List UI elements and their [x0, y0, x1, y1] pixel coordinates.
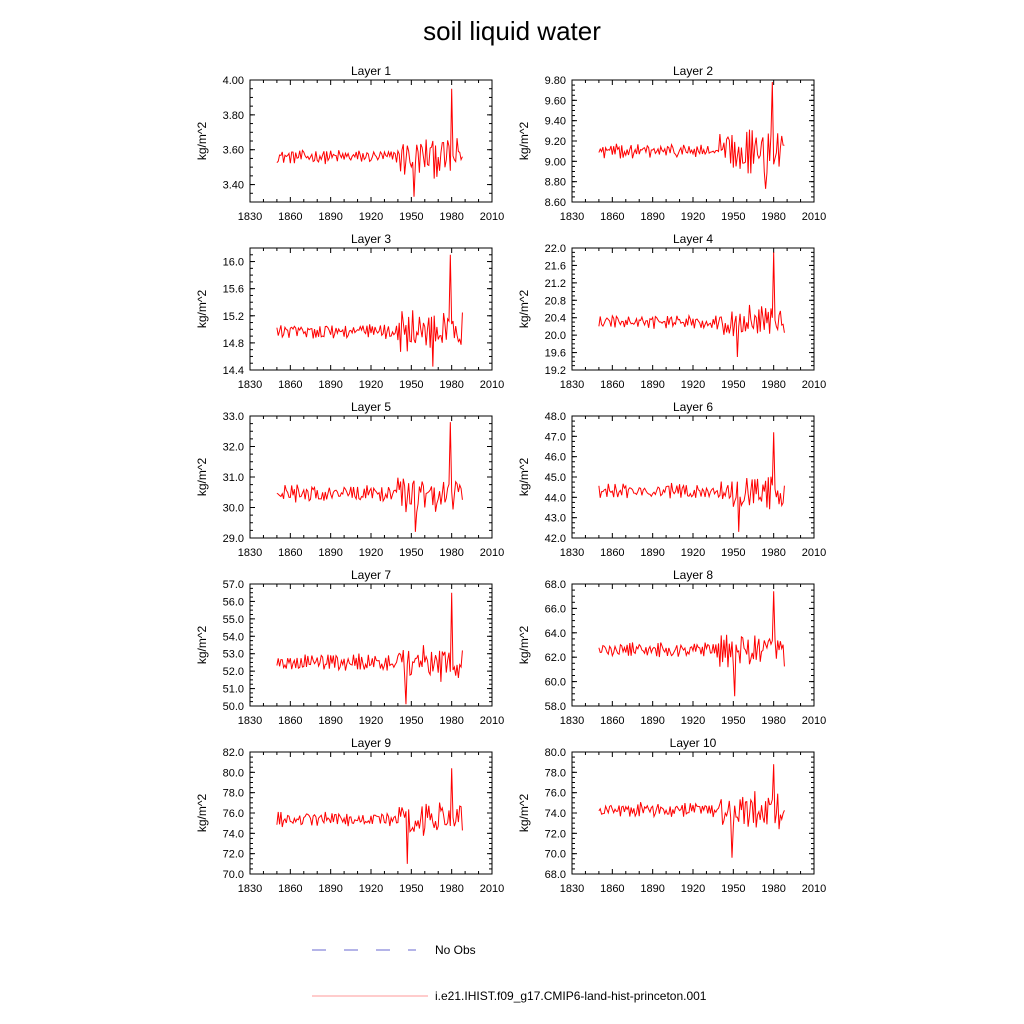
y-tick-label: 30.0	[222, 502, 244, 515]
y-tick-label: 47.0	[544, 431, 566, 444]
y-tick-label: 76.0	[222, 808, 244, 820]
y-tick-label: 19.6	[544, 347, 566, 360]
y-tick-label: 44.0	[544, 492, 566, 505]
main-title: soil liquid water	[423, 16, 601, 46]
x-tick-label: 1950	[399, 211, 424, 223]
panel-title: Layer 7	[350, 568, 392, 582]
y-tick-label: 9.80	[544, 75, 566, 87]
y-tick-label: 9.00	[544, 156, 566, 169]
y-tick-label: 66.0	[544, 603, 566, 616]
x-tick-label: 1950	[399, 883, 424, 895]
y-axis-title: kg/m^2	[195, 289, 209, 329]
x-tick-label: 2010	[801, 211, 827, 223]
x-tick-label: 1980	[439, 547, 464, 559]
y-tick-label: 20.4	[544, 312, 566, 325]
y-axis-title: kg/m^2	[517, 457, 531, 497]
y-axis-title: kg/m^2	[517, 289, 531, 329]
y-tick-label: 48.0	[544, 411, 566, 423]
x-tick-label: 1860	[278, 715, 303, 727]
x-tick-label: 1890	[318, 883, 343, 895]
x-tick-label: 2010	[801, 883, 827, 895]
x-tick-label: 1860	[600, 211, 625, 223]
y-tick-label: 78.0	[222, 787, 244, 800]
x-tick-label: 1920	[358, 715, 384, 727]
x-tick-label: 1830	[559, 211, 585, 223]
y-tick-label: 78.0	[544, 767, 566, 780]
y-tick-label: 80.0	[544, 747, 566, 759]
panel-title: Layer 5	[350, 400, 392, 414]
x-tick-label: 1950	[721, 883, 746, 895]
x-tick-label: 1920	[358, 883, 384, 895]
x-tick-label: 1830	[559, 715, 585, 727]
y-axis-title: kg/m^2	[195, 793, 209, 833]
y-tick-label: 54.0	[222, 631, 244, 644]
x-tick-label: 2010	[479, 547, 505, 559]
y-axis-title: kg/m^2	[517, 793, 531, 833]
y-tick-label: 62.0	[544, 652, 566, 665]
x-tick-label: 1890	[640, 883, 665, 895]
x-tick-label: 1860	[278, 379, 303, 391]
x-tick-label: 1890	[318, 715, 343, 727]
y-tick-label: 32.0	[222, 441, 244, 454]
y-tick-label: 43.0	[544, 512, 566, 525]
x-tick-label: 1830	[237, 715, 263, 727]
y-tick-label: 14.8	[222, 337, 244, 350]
x-tick-label: 2010	[479, 883, 505, 895]
x-tick-label: 1860	[600, 883, 625, 895]
x-tick-label: 1890	[640, 211, 665, 223]
y-tick-label: 45.0	[544, 472, 566, 484]
y-tick-label: 42.0	[544, 533, 566, 545]
y-tick-label: 50.0	[222, 701, 244, 713]
x-tick-label: 1920	[680, 379, 706, 391]
y-tick-label: 4.00	[222, 75, 244, 87]
y-axis-title: kg/m^2	[195, 625, 209, 665]
panel-title: Layer 4	[672, 232, 714, 246]
y-tick-label: 80.0	[222, 767, 244, 780]
y-tick-label: 74.0	[544, 808, 566, 820]
x-tick-label: 1830	[237, 547, 263, 559]
y-tick-label: 70.0	[222, 869, 244, 881]
x-tick-label: 1980	[439, 379, 464, 391]
x-tick-label: 2010	[479, 715, 505, 727]
x-tick-label: 1830	[559, 379, 585, 391]
y-tick-label: 82.0	[222, 747, 244, 759]
y-tick-label: 3.40	[222, 179, 244, 192]
x-tick-label: 1890	[640, 547, 665, 559]
legend-model-label: i.e21.IHIST.f09_g17.CMIP6-land-hist-princeton.001	[435, 989, 707, 1003]
y-tick-label: 14.4	[222, 365, 244, 377]
y-tick-label: 9.60	[544, 95, 566, 108]
x-tick-label: 1980	[761, 547, 786, 559]
x-tick-label: 1830	[559, 883, 585, 895]
panel-title: Layer 6	[672, 400, 714, 414]
y-tick-label: 60.0	[544, 676, 566, 689]
y-axis-title: kg/m^2	[517, 625, 531, 665]
y-tick-label: 51.0	[222, 683, 244, 696]
y-tick-label: 3.60	[222, 144, 244, 157]
x-tick-label: 1860	[278, 883, 303, 895]
x-tick-label: 1980	[761, 883, 786, 895]
y-tick-label: 76.0	[544, 787, 566, 800]
x-tick-label: 1920	[680, 883, 706, 895]
y-tick-label: 74.0	[222, 828, 244, 841]
y-tick-label: 20.8	[544, 295, 566, 308]
y-tick-label: 58.0	[544, 701, 566, 713]
x-tick-label: 2010	[801, 547, 827, 559]
panel-title: Layer 1	[350, 64, 392, 78]
y-tick-label: 15.2	[222, 310, 244, 323]
y-tick-label: 64.0	[544, 627, 566, 640]
y-tick-label: 52.0	[222, 666, 244, 679]
y-tick-label: 8.60	[544, 197, 566, 209]
y-axis-title: kg/m^2	[195, 457, 209, 497]
y-tick-label: 9.20	[544, 136, 566, 148]
x-tick-label: 1950	[721, 715, 746, 727]
y-tick-label: 72.0	[544, 828, 566, 841]
x-tick-label: 2010	[801, 715, 827, 727]
y-tick-label: 19.2	[544, 365, 566, 377]
x-tick-label: 1890	[318, 547, 343, 559]
x-tick-label: 1980	[439, 715, 464, 727]
y-tick-label: 56.0	[222, 596, 244, 609]
y-tick-label: 22.0	[544, 243, 566, 255]
x-tick-label: 1920	[680, 547, 706, 559]
x-tick-label: 1950	[721, 547, 746, 559]
x-tick-label: 1830	[237, 211, 263, 223]
x-tick-label: 1860	[600, 547, 625, 559]
panel-title: Layer 8	[672, 568, 714, 582]
y-axis-title: kg/m^2	[517, 121, 531, 161]
y-tick-label: 9.40	[544, 115, 566, 128]
y-tick-label: 31.0	[222, 472, 244, 484]
y-tick-label: 68.0	[544, 869, 566, 881]
x-tick-label: 1920	[358, 379, 384, 391]
y-tick-label: 21.2	[544, 277, 566, 290]
y-tick-label: 70.0	[544, 848, 566, 861]
x-tick-label: 1950	[399, 547, 424, 559]
x-tick-label: 1830	[559, 547, 585, 559]
y-tick-label: 72.0	[222, 848, 244, 861]
legend-obs-label: No Obs	[435, 943, 476, 957]
y-tick-label: 8.80	[544, 176, 566, 189]
y-tick-label: 57.0	[222, 579, 244, 591]
x-tick-label: 1890	[640, 715, 665, 727]
y-tick-label: 3.80	[222, 109, 244, 122]
x-tick-label: 1860	[278, 211, 303, 223]
y-tick-label: 16.0	[222, 256, 244, 269]
y-tick-label: 46.0	[544, 451, 566, 464]
x-tick-label: 2010	[479, 379, 505, 391]
x-tick-label: 1920	[358, 211, 384, 223]
panel-title: Layer 2	[672, 64, 714, 78]
y-axis-title: kg/m^2	[195, 121, 209, 161]
panel-title: Layer 9	[350, 736, 392, 750]
x-tick-label: 1980	[439, 211, 464, 223]
x-tick-label: 1890	[318, 211, 343, 223]
y-tick-label: 20.0	[544, 330, 566, 343]
x-tick-label: 1920	[680, 211, 706, 223]
x-tick-label: 1980	[761, 211, 786, 223]
x-tick-label: 1950	[721, 211, 746, 223]
y-tick-label: 53.0	[222, 648, 244, 661]
y-tick-label: 21.6	[544, 260, 566, 273]
x-tick-label: 1830	[237, 379, 263, 391]
x-tick-label: 1980	[761, 379, 786, 391]
y-tick-label: 29.0	[222, 533, 244, 545]
x-tick-label: 2010	[479, 211, 505, 223]
x-tick-label: 1920	[358, 547, 384, 559]
x-tick-label: 1950	[721, 379, 746, 391]
x-tick-label: 1890	[318, 379, 343, 391]
y-tick-label: 15.6	[222, 283, 244, 296]
x-tick-label: 1830	[237, 883, 263, 895]
x-tick-label: 1860	[600, 379, 625, 391]
panel-title: Layer 10	[669, 736, 717, 750]
x-tick-label: 1890	[640, 379, 665, 391]
x-tick-label: 1980	[439, 883, 464, 895]
panel-title: Layer 3	[350, 232, 392, 246]
x-tick-label: 1980	[761, 715, 786, 727]
x-tick-label: 1950	[399, 715, 424, 727]
x-tick-label: 1860	[278, 547, 303, 559]
x-tick-label: 1950	[399, 379, 424, 391]
x-tick-label: 1860	[600, 715, 625, 727]
y-tick-label: 55.0	[222, 613, 244, 626]
y-tick-label: 33.0	[222, 411, 244, 423]
x-tick-label: 2010	[801, 379, 827, 391]
y-tick-label: 68.0	[544, 579, 566, 591]
x-tick-label: 1920	[680, 715, 706, 727]
